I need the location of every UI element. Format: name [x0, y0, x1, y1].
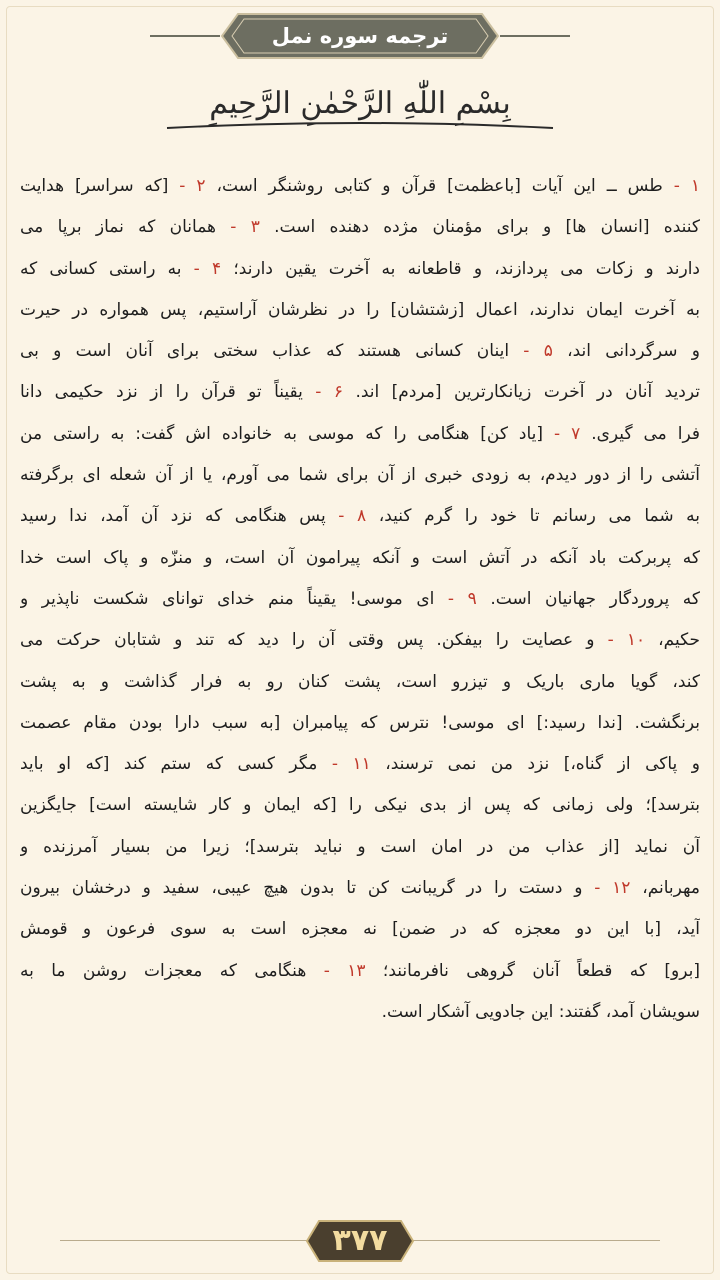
text-line	[20, 455, 700, 496]
verse-text: تردید آنان در آخرت زیانکارترین [مردم] اند.	[343, 382, 700, 403]
verse-text: ای موسی! یقیناً منم خدای توانای شکست ناپذیر و	[20, 588, 435, 609]
title-badge	[220, 12, 500, 60]
verse-text: فرا می گیری.	[580, 423, 700, 444]
title-divider-right	[500, 35, 570, 37]
verse-number: ۱ -	[662, 176, 700, 196]
verse-text: که پروردگار جهانیان است.	[476, 588, 700, 609]
translation-text	[20, 166, 700, 1033]
text-line	[20, 538, 700, 579]
text-line	[20, 207, 700, 248]
verse-text: و دستت را در گریبانت کن تا بدون هیچ عیبی، سفید و درخشان بیرون	[20, 878, 583, 899]
verse-text: بترسد]؛ ولی زمانی که پس از بدی نیکی را [که ایمان و کار شایسته است] جایگزین	[20, 795, 700, 816]
text-line	[20, 785, 700, 826]
text-line	[20, 744, 700, 785]
page-number: ۳۷۷	[332, 1223, 388, 1258]
verse-text: هنگامی که معجزات روشن ما به	[20, 960, 307, 981]
verse-text: به شما می رسانم تا خود را گرم کنید،	[366, 506, 700, 527]
verse-text: و پاکی از گناه،] نزد من نمی ترسند،	[370, 754, 700, 775]
verse-text: و عصایت را بیفکن. پس وقتی آن را دید که تند و شتابان حرکت می	[20, 630, 595, 651]
verse-number: ۲ -	[168, 176, 206, 196]
page-number-badge	[305, 1218, 415, 1264]
verse-text: آن نماید [از عذاب من در امان است و نباید بترسد]؛ زیرا من بسیار آمرزنده و	[20, 836, 700, 857]
verse-text: یقیناً تو قرآن را از نزد حکیمی دانا	[20, 382, 303, 403]
verse-text: کننده [انسان ها] و برای مؤمنان مژده دهنده است.	[259, 217, 700, 238]
verse-text: به راستی کسانی که	[20, 258, 182, 279]
text-line	[20, 331, 700, 372]
surah-title-banner	[0, 12, 720, 60]
verse-text: [برو] که قطعاً آنان گروهی نافرمانند؛	[365, 960, 700, 981]
verse-text: به آخرت ایمان ندارند، اعمال [زشتشان] را در نظرشان آراستیم، پس همواره در حیرت	[20, 299, 700, 320]
basmala-swash	[165, 120, 555, 134]
text-line	[20, 414, 700, 455]
verse-text: آتشی را از دور دیدم، به زودی خبری از آن برای شما می آورم، یا از آن شعله ای برگرفته	[20, 465, 700, 486]
verse-text: حکیم،	[645, 630, 700, 651]
text-line	[20, 951, 700, 992]
verse-text: طس ــ این آیات [باعظمت] قرآن و کتابی روشنگر است،	[205, 176, 663, 196]
verse-number: ۷ -	[543, 423, 581, 444]
verse-text: مگر کسی که ستم کند [که او باید	[20, 754, 318, 775]
verse-text: و سرگردانی اند،	[552, 341, 700, 362]
basmala: بِسْمِ اللّٰهِ الرَّحْمٰنِ الرَّحِيمِ	[209, 86, 511, 121]
verse-number: ۴ -	[181, 258, 222, 279]
text-line	[20, 579, 700, 620]
text-line	[20, 992, 700, 1033]
text-line	[20, 662, 700, 703]
verse-text: سویشان آمد، گفتند: این جادویی آشکار است.	[381, 1001, 700, 1022]
text-line	[20, 166, 700, 207]
verse-text: آید، [با این دو معجزه که در ضمن] نه معجزه است به سوی فرعون و قومش	[20, 919, 700, 940]
verse-number: ۱۳ -	[306, 960, 366, 981]
footer-divider-left	[60, 1240, 310, 1241]
verse-text: برنگشت. [ندا رسید:] ای موسی! نترس که پیامبران [به سبب دارا بودن مقام عصمت	[20, 712, 700, 733]
verse-text: همانان که نماز برپا می	[20, 217, 216, 238]
verse-text: کند، گویا ماری باریک و تیزرو است، پشت کنان رو به فرار گذاشت و به پشت	[20, 671, 700, 692]
text-line	[20, 703, 700, 744]
text-line	[20, 372, 700, 413]
text-line	[20, 496, 700, 537]
verse-text: مهربانم،	[630, 878, 700, 899]
verse-number: ۸ -	[325, 506, 367, 527]
title-divider-left	[150, 35, 220, 37]
verse-text: اینان کسانی هستند که عذاب سختی برای آنان است و بی	[20, 341, 510, 362]
footer-divider-right	[410, 1240, 660, 1241]
verse-number: ۳ -	[215, 217, 260, 238]
verse-number: ۱۰ -	[594, 630, 646, 651]
text-line	[20, 290, 700, 331]
text-line	[20, 249, 700, 290]
verse-text: [یاد کن] هنگامی را که موسی به خانواده اش گفت: به راستی من	[20, 423, 544, 444]
verse-text: [که سراسر] هدایت	[20, 176, 169, 196]
verse-number: ۱۱ -	[317, 754, 371, 775]
surah-title: ترجمه سوره نمل	[271, 24, 449, 48]
text-line	[20, 827, 700, 868]
verse-text: دارند و زکات می پردازند، و قاطعانه به آخرت یقین دارند؛	[221, 258, 700, 279]
verse-number: ۵ -	[509, 341, 553, 362]
text-line	[20, 620, 700, 661]
verse-number: ۶ -	[302, 382, 344, 403]
verse-text: پس هنگامی که نزد آن آمد، ندا رسید	[20, 506, 326, 527]
verse-text: که پربرکت باد آنکه در آتش است و آنکه پیرامون آن است، و منزّه و پاک است خدا	[20, 547, 700, 568]
page-footer	[0, 1218, 720, 1264]
verse-number: ۹ -	[434, 588, 477, 609]
text-line	[20, 868, 700, 909]
text-line	[20, 909, 700, 950]
verse-number: ۱۲ -	[582, 878, 631, 899]
